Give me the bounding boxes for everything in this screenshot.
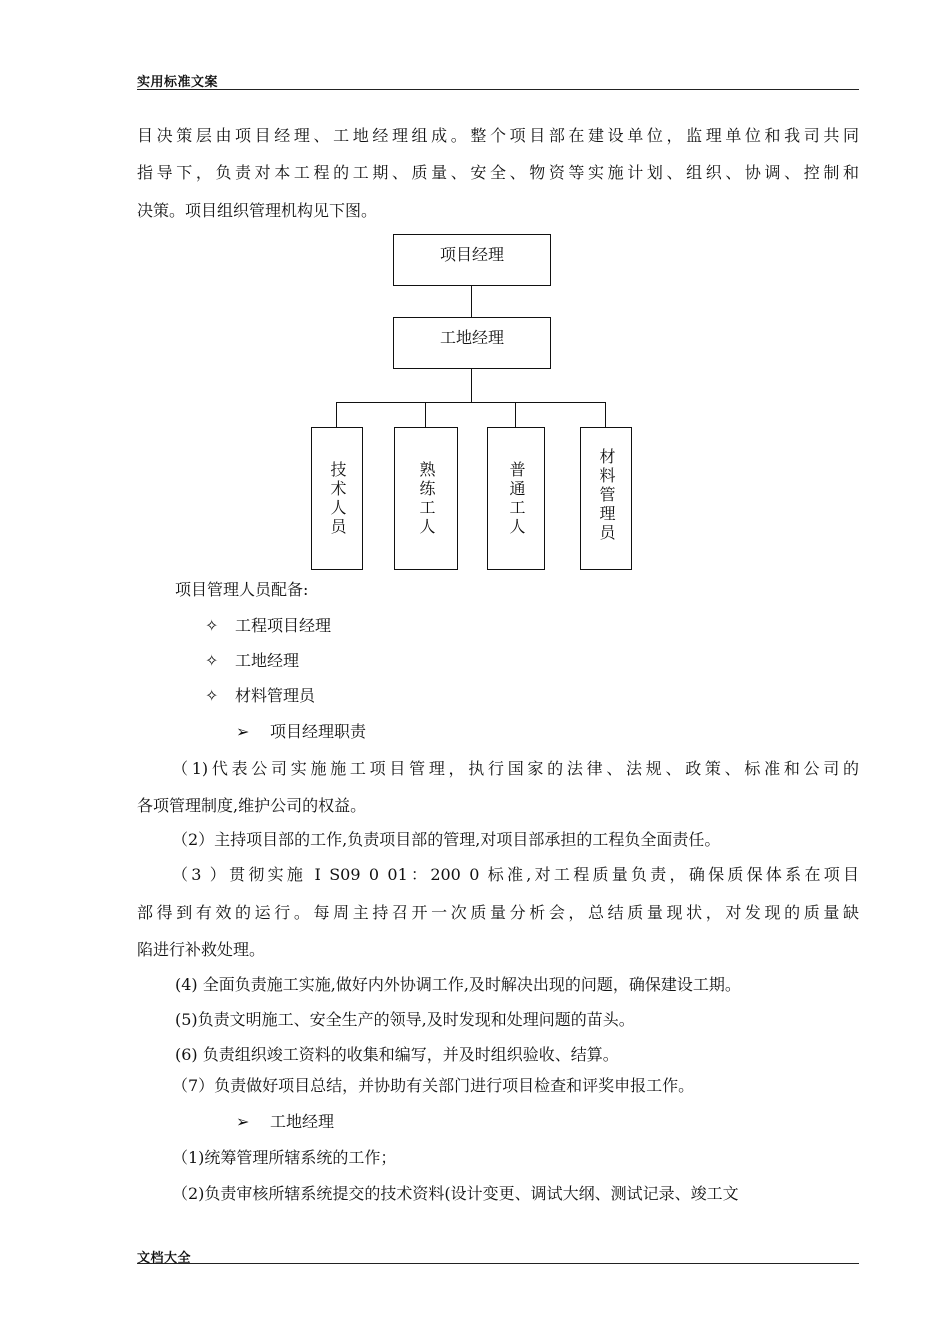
- arrow-bullet-icon: ➢: [236, 722, 250, 741]
- org-label-materials-manager: 材料管理员: [597, 448, 616, 543]
- org-connector: [336, 402, 337, 427]
- org-box-project-manager: [393, 234, 551, 286]
- org-box-site-manager: [393, 317, 551, 369]
- org-label-site-manager: 工地经理: [439, 328, 504, 347]
- org-connector: [471, 286, 472, 317]
- intro-line-2: 指导下，负责对本工程的工期、质量、安全、物资等实施计划、组织、协调、控制和: [137, 163, 859, 182]
- site-duty-1: （1)统筹管理所辖系统的工作；: [172, 1148, 397, 1167]
- staffing-title: 项目管理人员配备:: [175, 580, 309, 599]
- pm-duty-1-line-1: （1)代表公司实施施工项目管理，执行国家的法律、法规、政策、标准和公司的: [172, 759, 859, 778]
- staffing-item-label: 材料管理员: [235, 686, 316, 705]
- intro-line-3: 决策。项目组织管理机构见下图。: [137, 201, 378, 220]
- pm-duty-3-line-3: 陷进行补救处理。: [137, 940, 266, 959]
- pm-duty-1-line-2: 各项管理制度,维护公司的权益。: [137, 796, 367, 815]
- arrow-bullet-icon: ➢: [236, 1112, 250, 1131]
- org-label-general-workers: 普通工人: [507, 461, 526, 537]
- org-connector: [515, 402, 516, 427]
- pm-duty-7: （7）负责做好项目总结，并协助有关部门进行项目检查和评奖申报工作。: [172, 1076, 695, 1095]
- section-heading-site: [236, 1112, 636, 1132]
- header-divider: [137, 89, 859, 90]
- staffing-item-label: 工地经理: [235, 651, 300, 670]
- footer-divider: [137, 1263, 859, 1264]
- section-heading-text: 项目经理职责: [270, 722, 367, 741]
- section-heading-text: 工地经理: [270, 1112, 335, 1131]
- pm-duty-2: （2）主持项目部的工作,负责项目部的管理,对项目部承担的工程负全面责任。: [172, 830, 721, 849]
- org-label-project-manager: 项目经理: [439, 245, 504, 264]
- org-box-materials-manager: [580, 427, 632, 570]
- section-heading-pm: [236, 722, 636, 742]
- list-item: [205, 686, 605, 706]
- org-box-technical-staff: [311, 427, 363, 570]
- pm-duty-3-line-1: （3 ）贯彻实施 I S09 0 01：200 0 标准,对工程质量负责，确保质保体系在项目: [172, 865, 859, 884]
- org-label-technical-staff: 技术人员: [328, 461, 347, 537]
- org-box-skilled-workers: [394, 427, 458, 570]
- org-connector: [336, 402, 606, 403]
- org-box-general-workers: [487, 427, 545, 570]
- staffing-item-label: 工程项目经理: [235, 616, 332, 635]
- list-item: [205, 651, 605, 671]
- org-connector: [425, 402, 426, 427]
- pm-duty-3-line-2: 部得到有效的运行。每周主持召开一次质量分析会，总结质量现状，对发现的质量缺: [137, 903, 859, 922]
- pm-duty-6: (6) 负责组织竣工资料的收集和编写，并及时组织验收、结算。: [175, 1045, 619, 1064]
- org-connector: [605, 402, 606, 427]
- bullet-diamond-icon: ✧: [205, 616, 219, 635]
- org-label-skilled-workers: 熟练工人: [417, 461, 436, 537]
- list-item: [205, 616, 605, 636]
- pm-duty-5: (5)负责文明施工、安全生产的领导,及时发现和处理问题的苗头。: [175, 1010, 635, 1029]
- header-title: 实用标准文案: [137, 75, 219, 90]
- intro-line-1: 目决策层由项目经理、工地经理组成。整个项目部在建设单位，监理单位和我司共同: [137, 126, 859, 145]
- footer-title: 文档大全: [137, 1251, 192, 1266]
- org-connector: [471, 369, 472, 402]
- pm-duty-4: (4) 全面负责施工实施,做好内外协调工作,及时解决出现的问题，确保建设工期。: [175, 975, 741, 994]
- bullet-diamond-icon: ✧: [205, 651, 219, 670]
- bullet-diamond-icon: ✧: [205, 686, 219, 705]
- site-duty-2: （2)负责审核所辖系统提交的技术资料(设计变更、调试大纲、测试记录、竣工文: [172, 1184, 739, 1203]
